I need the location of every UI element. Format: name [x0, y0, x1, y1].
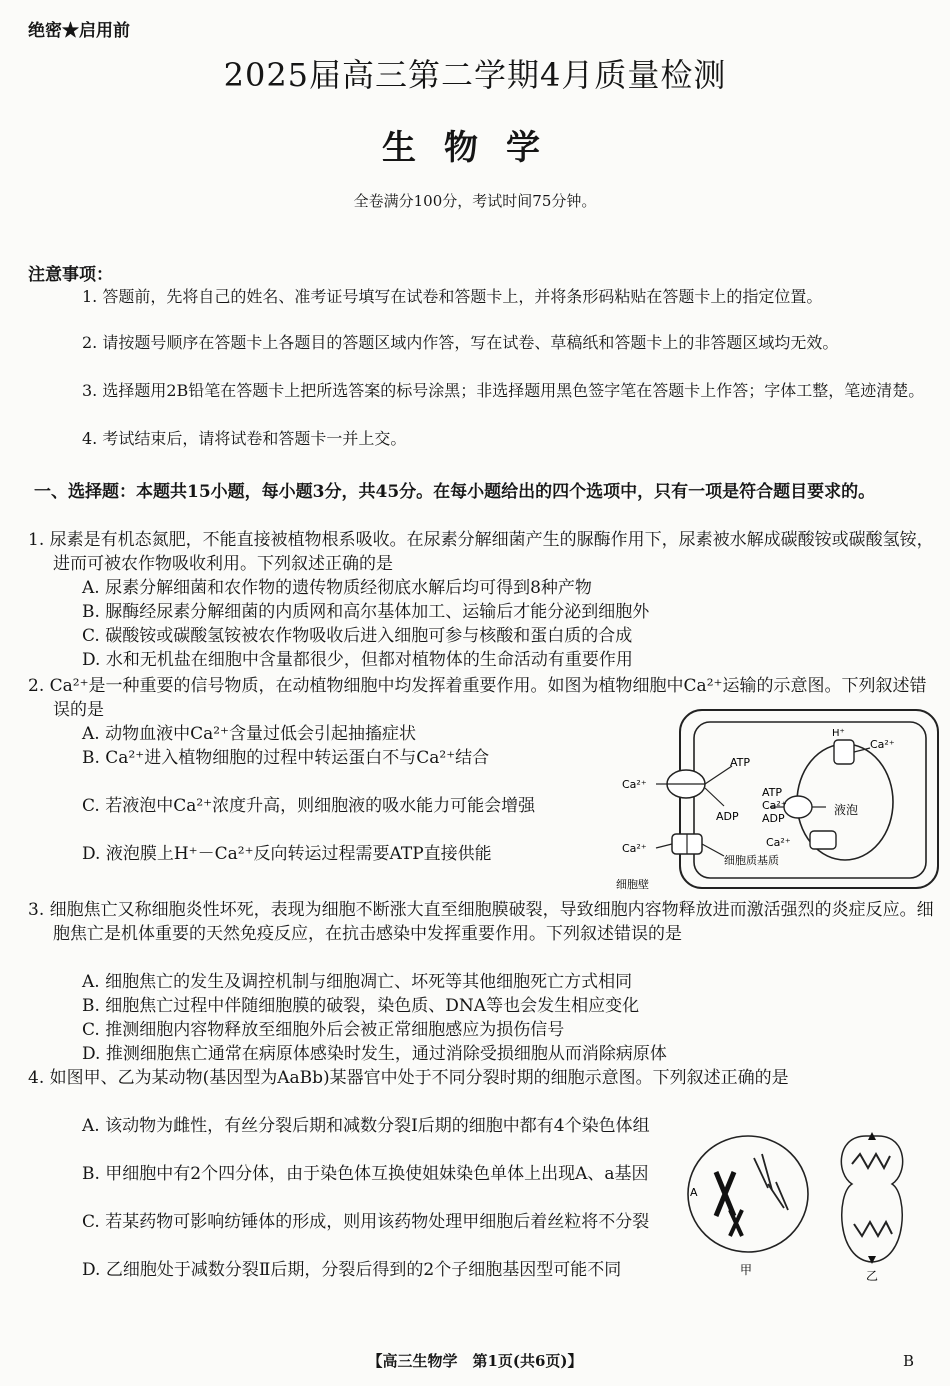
- question-option: A. 细胞焦亡的发生及调控机制与细胞凋亡、坏死等其他细胞死亡方式相同: [82, 972, 633, 992]
- cell-yi-outline: [841, 1136, 902, 1262]
- cell-jia-outline: [688, 1136, 808, 1252]
- label-gene-a: A: [690, 1186, 698, 1199]
- question-option: D. 乙细胞处于减数分裂Ⅱ后期，分裂后得到的2个子细胞基因型可能不同: [82, 1260, 622, 1280]
- label-h-plus: H⁺: [832, 728, 845, 739]
- question-option: A. 动物血液中Ca²⁺含量过低会引起抽搐症状: [82, 724, 417, 744]
- label-jia: 甲: [740, 1263, 753, 1277]
- label-vacuole: 液泡: [834, 803, 859, 817]
- question-option: C. 碳酸铵或碳酸氢铵被农作物吸收后进入细胞可参与核酸和蛋白质的合成: [82, 626, 633, 646]
- page-footer: 【高三生物学 第1页(共6页)】: [367, 1352, 583, 1370]
- notice-item: 3. 选择题用2B铅笔在答题卡上把所选答案的标号涂黑；非选择题用黑色签字笔在答题卡上作答；字体工整，笔迹清楚。: [82, 381, 925, 400]
- question-option: A. 该动物为雌性，有丝分裂后期和减数分裂Ⅰ后期的细胞中都有4个染色体组: [82, 1116, 650, 1136]
- exam-meta: 全卷满分100分，考试时间75分钟。: [353, 192, 597, 210]
- vacuole-pump: [784, 796, 812, 818]
- calcium-transport-diagram: [612, 706, 942, 896]
- question-option: B. 细胞焦亡过程中伴随细胞膜的破裂，染色质、DNA等也会发生相应变化: [82, 996, 640, 1016]
- paper-version: B: [903, 1352, 915, 1370]
- label-cytoplasm: 细胞质基质: [724, 854, 779, 867]
- question-option: B. Ca²⁺进入植物细胞的过程中转运蛋白不与Ca²⁺结合: [82, 748, 490, 768]
- question-option: B. 甲细胞中有2个四分体，由于染色体互换使姐妹染色单体上出现A、a基因: [82, 1164, 649, 1184]
- question-option: A. 尿素分解细菌和农作物的遗传物质经彻底水解后均可得到8种产物: [82, 578, 592, 598]
- exam-title: 2025届高三第二学期4月质量检测: [223, 56, 727, 94]
- question-stem: 3. 细胞焦亡又称细胞炎性坏死，表现为细胞不断涨大直至细胞膜破裂，导致细胞内容物释放进而激活强烈的炎症反应。细胞焦亡是机体重要的天然免疫反应，在抗击感染中发挥重要作用。下列叙述错误的是: [28, 900, 934, 944]
- label-ca-3: Ca²⁺: [766, 836, 791, 849]
- question-option: C. 推测细胞内容物释放至细胞外后会被正常细胞感应为损伤信号: [82, 1020, 565, 1040]
- subject-title: 生物学: [382, 128, 568, 168]
- label-ca-vacuole: Ca²⁺: [870, 738, 895, 751]
- label-atp-2: ATP: [762, 786, 783, 799]
- notice-heading: 注意事项：: [28, 265, 113, 285]
- question-option: D. 推测细胞焦亡通常在病原体感染时发生，通过消除受损细胞从而消除病原体: [82, 1044, 667, 1064]
- label-adp-2: ADP: [762, 812, 785, 825]
- question-option: B. 脲酶经尿素分解细菌的内质网和高尔基体加工、运输后才能分泌到细胞外: [82, 602, 650, 622]
- chromosome: [730, 1210, 742, 1236]
- cell-wall-outline: [680, 710, 938, 888]
- question-stem: 2. Ca²⁺是一种重要的信号物质，在动植物细胞中均发挥着重要作用。如图为植物细胞中Ca²⁺运输的示意图。下列叙述错误的是: [28, 676, 927, 720]
- label-ca-2: Ca²⁺: [762, 799, 787, 812]
- chromosome: [852, 1154, 890, 1168]
- notice-item: 4. 考试结束后，请将试卷和答题卡一并上交。: [82, 429, 407, 448]
- chromosome: [854, 1222, 892, 1236]
- label-yi: 乙: [866, 1269, 879, 1283]
- section-heading: 一、选择题：本题共15小题，每小题3分，共45分。在每小题给出的四个选项中，只有一项是符合题目要求的。: [34, 482, 876, 502]
- label-atp-1: ATP: [730, 756, 751, 769]
- label-cell-wall: 细胞壁: [616, 878, 649, 891]
- h-ca-antiporter: [834, 740, 854, 764]
- question-option: D. 液泡膜上H⁺－Ca²⁺反向转运过程需要ATP直接供能: [82, 844, 492, 864]
- notice-item: 1. 答题前，先将自己的姓名、准考证号填写在试卷和答题卡上，并将条形码粘贴在答题卡上的指定位置。: [82, 287, 823, 306]
- question-option: D. 水和无机盐在细胞中含量都很少，但都对植物体的生命活动有重要作用: [82, 650, 633, 670]
- vacuole-channel: [810, 831, 836, 849]
- confidential-mark: 绝密★启用前: [28, 21, 130, 41]
- question-stem: 4. 如图甲、乙为某动物(基因型为AaBb)某器官中处于不同分裂时期的细胞示意图。下列叙述正确的是: [28, 1068, 789, 1088]
- label-ca-out-1: Ca²⁺: [622, 778, 647, 791]
- question-stem: 1. 尿素是有机态氮肥，不能直接被植物根系吸收。在尿素分解细菌产生的脲酶作用下，尿素被水解成碳酸铵或碳酸氢铵，进而可被农作物吸收利用。下列叙述正确的是: [28, 530, 934, 574]
- question-option: C. 若液泡中Ca²⁺浓度升高，则细胞液的吸水能力可能会增强: [82, 796, 536, 816]
- label-adp-1: ADP: [716, 810, 739, 823]
- cell-division-diagram: [676, 1124, 938, 1284]
- question-option: C. 若某药物可影响纺锤体的形成，则用该药物处理甲细胞后着丝粒将不分裂: [82, 1212, 650, 1232]
- label-ca-out-2: Ca²⁺: [622, 842, 647, 855]
- notice-item: 2. 请按题号顺序在答题卡上各题目的答题区域内作答，写在试卷、草稿纸和答题卡上的非答题区域均无效。: [82, 333, 839, 352]
